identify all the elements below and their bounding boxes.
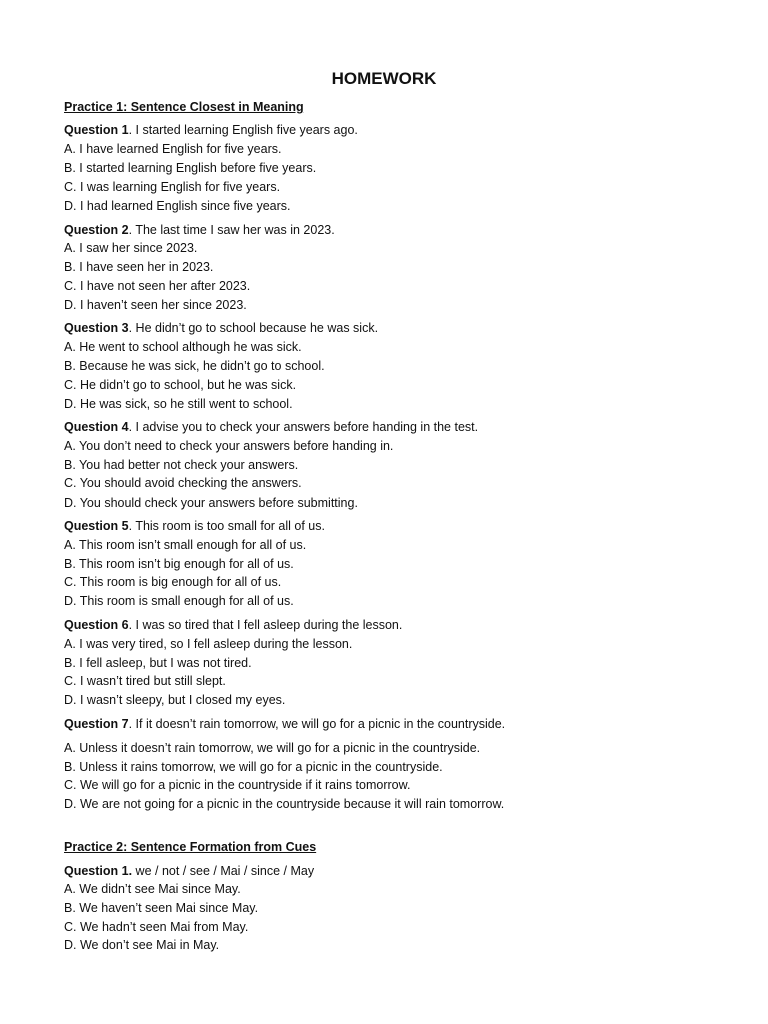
option-b: B. This room isn’t big enough for all of us. (64, 557, 294, 571)
question-label: Question 1 (64, 123, 129, 137)
option-b: B. I have seen her in 2023. (64, 260, 214, 274)
question-stem: . I was so tired that I fell asleep during the lesson. (128, 618, 403, 632)
option-a: A. You don’t need to check your answers before handing in. (64, 439, 394, 453)
question-stem: . The last time I saw her was in 2023. (128, 223, 335, 237)
option-b: B. I fell asleep, but I was not tired. (64, 656, 252, 670)
option-d: D. I haven’t seen her since 2023. (64, 298, 247, 312)
option-b: B. Because he was sick, he didn’t go to school. (64, 359, 325, 373)
option-c: C. We will go for a picnic in the countryside if it rains tomorrow. (64, 778, 411, 792)
option-c: C. You should avoid checking the answers. (64, 476, 302, 490)
option-a: A. He went to school although he was sick. (64, 340, 302, 354)
option-c: C. I wasn’t tired but still slept. (64, 674, 226, 688)
practice-1-heading: Practice 1: Sentence Closest in Meaning (64, 100, 304, 114)
option-a: A. I saw her since 2023. (64, 241, 198, 255)
option-c: C. I was learning English for five years. (64, 180, 281, 194)
option-b: B. Unless it rains tomorrow, we will go for a picnic in the countryside. (64, 760, 443, 774)
option-c: C. I have not seen her after 2023. (64, 279, 251, 293)
question-label: Question 2 (64, 223, 129, 237)
question-7 (64, 716, 505, 732)
option-a: A. This room isn’t small enough for all of us. (64, 538, 307, 552)
cue-question-1 (64, 863, 314, 879)
question-label: Question 5 (64, 519, 129, 533)
question-4 (64, 419, 478, 435)
question-2 (64, 222, 335, 238)
option-d: D. I had learned English since five years. (64, 199, 291, 213)
option-c: C. This room is big enough for all of us. (64, 575, 282, 589)
option-d: D. You should check your answers before submitting. (64, 496, 358, 510)
question-1 (64, 122, 358, 138)
option-a: A. We didn’t see Mai since May. (64, 882, 241, 896)
question-3 (64, 320, 378, 336)
option-c: C. We hadn’t seen Mai from May. (64, 920, 249, 934)
option-a: A. I have learned English for five years. (64, 142, 282, 156)
option-d: D. We are not going for a picnic in the countryside because it will rain tomorrow. (64, 797, 505, 811)
question-label: Question 3 (64, 321, 129, 335)
question-label: Question 7 (64, 717, 129, 731)
option-c: C. He didn’t go to school, but he was sick. (64, 378, 297, 392)
question-label: Question 6 (64, 618, 129, 632)
question-stem: . I advise you to check your answers before handing in the test. (128, 420, 479, 434)
question-5 (64, 518, 325, 534)
question-6 (64, 617, 402, 633)
option-b: B. We haven’t seen Mai since May. (64, 901, 259, 915)
question-stem: . I started learning English five years ago. (128, 123, 358, 137)
option-d: D. He was sick, so he still went to school. (64, 397, 293, 411)
question-stem: . He didn’t go to school because he was sick. (128, 321, 379, 335)
option-d: D. This room is small enough for all of us. (64, 594, 294, 608)
practice-2-heading: Practice 2: Sentence Formation from Cues (64, 840, 317, 854)
question-label: Question 4 (64, 420, 129, 434)
question-label: Question 1. (64, 864, 133, 878)
option-a: A. I was very tired, so I fell asleep during the lesson. (64, 637, 353, 651)
page-title: HOMEWORK (331, 69, 437, 88)
option-d: D. We don’t see Mai in May. (64, 938, 220, 952)
option-b: B. I started learning English before five years. (64, 161, 317, 175)
question-stem: we / not / see / Mai / since / May (132, 864, 315, 878)
option-d: D. I wasn’t sleepy, but I closed my eyes. (64, 693, 286, 707)
option-b: B. You had better not check your answers. (64, 458, 299, 472)
question-stem: . This room is too small for all of us. (128, 519, 325, 533)
question-stem: . If it doesn’t rain tomorrow, we will go for a picnic in the countryside. (128, 717, 506, 731)
option-a: A. Unless it doesn’t rain tomorrow, we will go for a picnic in the countryside. (64, 741, 481, 755)
